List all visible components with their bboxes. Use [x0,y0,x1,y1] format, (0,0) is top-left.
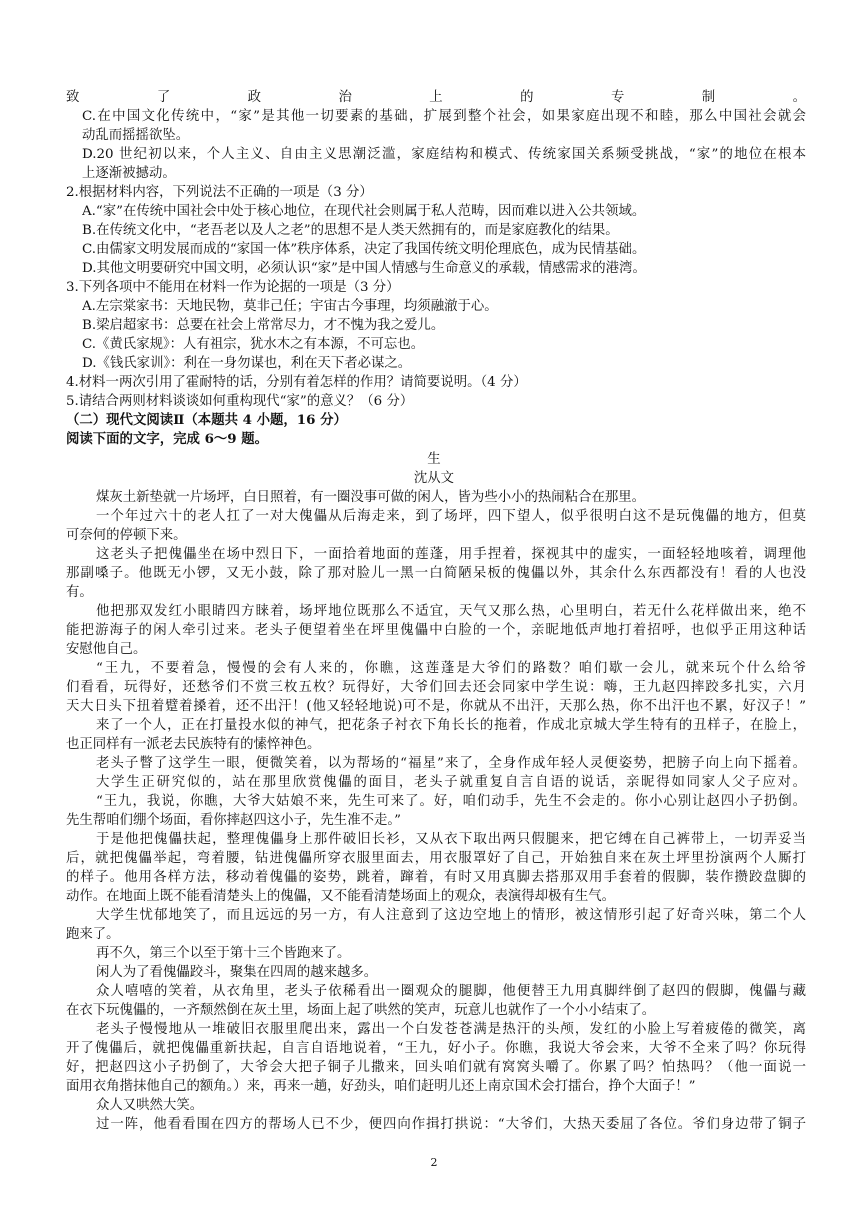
article-paragraph: 大学生正研究似的，站在那里欣赏傀儡的面目，老头子就重复自言自语的说话，亲昵得如同家人父子应对。 [96,775,806,790]
reading-instruction: 阅读下面的文字，完成 6～9 题。 [66,431,269,447]
q2-option-b: B.在传统文化中，“老吾老以及人之老”的思想不是人类天然拥有的，而是家庭教化的结果。 [82,223,619,238]
q2-option-d: D.其他文明要研究中国文明，必须认识“家”是中国人情感与生命意义的承载，情感需求的港湾。 [82,261,646,276]
section-heading: （二）现代文阅读Ⅱ（本题共 4 小题，16 分） [66,412,347,428]
question-5: 5.请结合两则材料谈谈如何重构现代“家”的意义？（6 分） [66,394,414,409]
q3-option-c: C.《黄氏家规》：人有祖宗，犹水木之有本源，不可忘也。 [82,337,425,352]
option-c-text-cont: 动乱而摇摇欲坠。 [82,128,190,143]
article-paragraph: 这老头子把傀儡坐在场中烈日下，一面拾着地面的莲蓬，用手捏着，探视其中的虚实，一面轻轻地咳着，调理他 [96,547,806,562]
article-paragraph: 众人又哄然大笑。 [96,1098,204,1113]
q3-option-b: B.梁启超家书：总要在社会上常常尽力，才不愧为我之爱儿。 [82,318,445,333]
question-4: 4.材料一两次引用了霍耐特的话，分别有着怎样的作用？请简要说明。（4 分） [66,375,527,390]
page-number: 2 [430,1156,438,1169]
option-c-text: C.在中国文化传统中，“家”是其他一切要素的基础，扩展到整个社会，如果家庭出现不和睦，那么中国社会就会 [82,109,806,124]
article-paragraph-cont: 天大日头下扭着躄着搡着，还不出汗！(他又轻轻地说)可不是，你就从不出汗，天那么热，你不出汗也不累，好汉子！” [66,699,806,714]
article-paragraph-cont: 可奈何的停顿下来。 [66,528,187,543]
article-paragraph-cont: 先生帮咱们绷个场面，看你摔赵四这小子，先生准不走。” [66,813,401,828]
article-paragraph-cont: 开了傀儡后，就把傀儡重新扶起，自言自语地说着，“王九，好小子。你瞧，我说大爷会来，大爷不全来了吗？你玩得 [66,1041,806,1056]
article-paragraph-cont: 好，把赵四这小子扔倒了，大爷会大把子铜子儿撒来，回头咱们就有窝窝头嚼了。你累了吗？怕热吗？（他一面说一 [66,1060,806,1075]
article-paragraph: 大学生忧郁地笑了，而且远远的另一方，有人注意到了这边空地上的情形，被这情形引起了好奇兴味，第二个人 [96,908,806,923]
article-author: 沈从文 [413,471,455,486]
article-paragraph: 他把那双发红小眼睛四方睐着，场坪地位既那么不适宜，天气又那么热，心里明白，若无什么花样做出来，绝不 [96,604,806,619]
article-title: 生 [427,452,441,467]
article-paragraph-cont: 跑来了。 [66,927,120,942]
article-paragraph: 来了一个人，正在打量投水似的神气，把花条子衬衣下角长长的拖着，作成北京城大学生特有的丑样子，在脸上， [96,718,806,733]
article-paragraph: 众人嘻嘻的笑着，从衣角里，老头子依稀看出一圈观众的腿脚，他便替王九用真脚绊倒了赵四的假脚，傀儡与藏 [96,984,806,999]
article-paragraph-cont: 面用衣角揩抹他自己的额角。）来，再来一趟，好劲头，咱们赶明儿还上南京国术会打擂台，挣个大面子！” [66,1079,696,1094]
article-paragraph: 闲人为了看傀儡跤斗，聚集在四周的越来越多。 [96,965,378,980]
q2-option-a: A.“家”在传统中国社会中处于核心地位，在现代社会则属于私人范畴，因而难以进入公共领域。 [82,204,646,219]
article-paragraph-cont: 的样子。他用各样方法，移动着傀儡的姿势，跳着，蹿着，有时又用真脚去搭那双用手套着的假脚，装作攒跤盘脚的 [66,870,806,885]
article-paragraph: 过一阵，他看看围在四方的帮场人已不少，便四向作揖打拱说：“大爷们，大热天委屈了各位。爷们身边带了铜子 [96,1117,806,1132]
q2-option-c: C.由儒家文明发展而成的“家国一体”秩序体系，决定了我国传统文明伦理底色，成为民情基础。 [82,242,646,257]
article-paragraph-cont: 有。 [66,585,93,600]
question-3: 3.下列各项中不能用在材料一作为论据的一项是（3 分） [66,280,400,295]
option-d-text-cont: 上逐渐被撼动。 [82,166,176,181]
article-paragraph-cont: 安慰他自己。 [66,642,147,657]
article-paragraph: 老头子慢慢地从一堆破旧衣服里爬出来，露出一个白发苍苍满是热汗的头颅，发红的小脸上写着疲倦的微笑，离 [96,1022,806,1037]
q3-option-d: D.《钱氏家训》：利在一身勿谋也，利在天下者必谋之。 [82,356,412,371]
article-paragraph-cont: 后，就把傀儡举起，弯着腰，钻进傀儡所穿衣服里面去，用衣服罩好了自己，开始独自来在灰土坪里扮演两个人厮打 [66,851,806,866]
article-paragraph-cont: 在衣下玩傀儡的，一齐颓然倒在灰土里，场面上起了哄然的笑声，玩意儿也就作了一个小小结束了。 [66,1003,656,1018]
article-paragraph: 再不久，第三个以至于第十三个皆跑来了。 [96,946,351,961]
article-paragraph: 于是他把傀儡扶起，整理傀儡身上那件破旧长衫，又从衣下取出两只假腿来，把它缚在自己裤带上，一切弄妥当 [96,832,806,847]
question-2: 2.根据材料内容，下列说法不正确的一项是（3 分） [66,185,373,200]
option-d-text: D.20 世纪初以来，个人主义、自由主义思潮泛滥，家庭结构和模式、传统家国关系频受挑战，“家”的地位在根本 [82,147,806,162]
article-paragraph-cont: 们看看，玩得好，还愁爷们不赏三枚五枚？玩得好，大爷们回去还会同家中学生说：嗨，王九赵四摔跤多扎实，六月 [66,680,806,695]
article-paragraph: 一个年过六十的老人扛了一对大傀儡从后海走来，到了场坪，四下望人，似乎很明白这不是玩傀儡的地方，但莫 [96,509,806,524]
article-paragraph: “王九，我说，你瞧，大爷大姑娘不来，先生可来了。好，咱们动手，先生不会走的。你小心别让赵四小子扔倒。 [96,794,806,809]
text-line: 致了政治上的专制。 [66,90,806,105]
article-paragraph-cont: 那副嗓子。他既无小锣，又无小鼓，除了那对脸儿一黑一白简陋呆板的傀儡以外，其余什么东西都没有！看的人也没 [66,566,806,581]
article-paragraph: 老头子瞥了这学生一眼，便微笑着，以为帮场的“福星”来了，全身作成年轻人灵便姿势，把膀子向上向下摇着。 [96,756,806,771]
q3-option-a: A.左宗棠家书：天地民物，莫非己任；宇宙古今事理，均须融澈于心。 [82,299,498,314]
article-paragraph: “王九，不要着急，慢慢的会有人来的，你瞧，这莲蓬是大爷们的路数？咱们歇一会儿，就来玩个什么给爷 [96,661,806,676]
article-paragraph: 煤灰土新垫就一片场坪，白日照着，有一圈没事可做的闲人，皆为些小小的热闹粘合在那里。 [96,490,646,505]
article-paragraph-cont: 能把游海子的闲人牵引过来。老头子便望着坐在坪里傀儡中白脸的一个，亲昵地低声地打着招呼，也似乎正用这种话 [66,623,806,638]
article-paragraph-cont: 动作。在地面上既不能看清楚头上的傀儡，又不能看清楚场面上的观众，表演得却极有生气。 [66,889,616,904]
article-paragraph-cont: 也正同样有一派老去民族特有的愫悴神色。 [66,737,321,752]
